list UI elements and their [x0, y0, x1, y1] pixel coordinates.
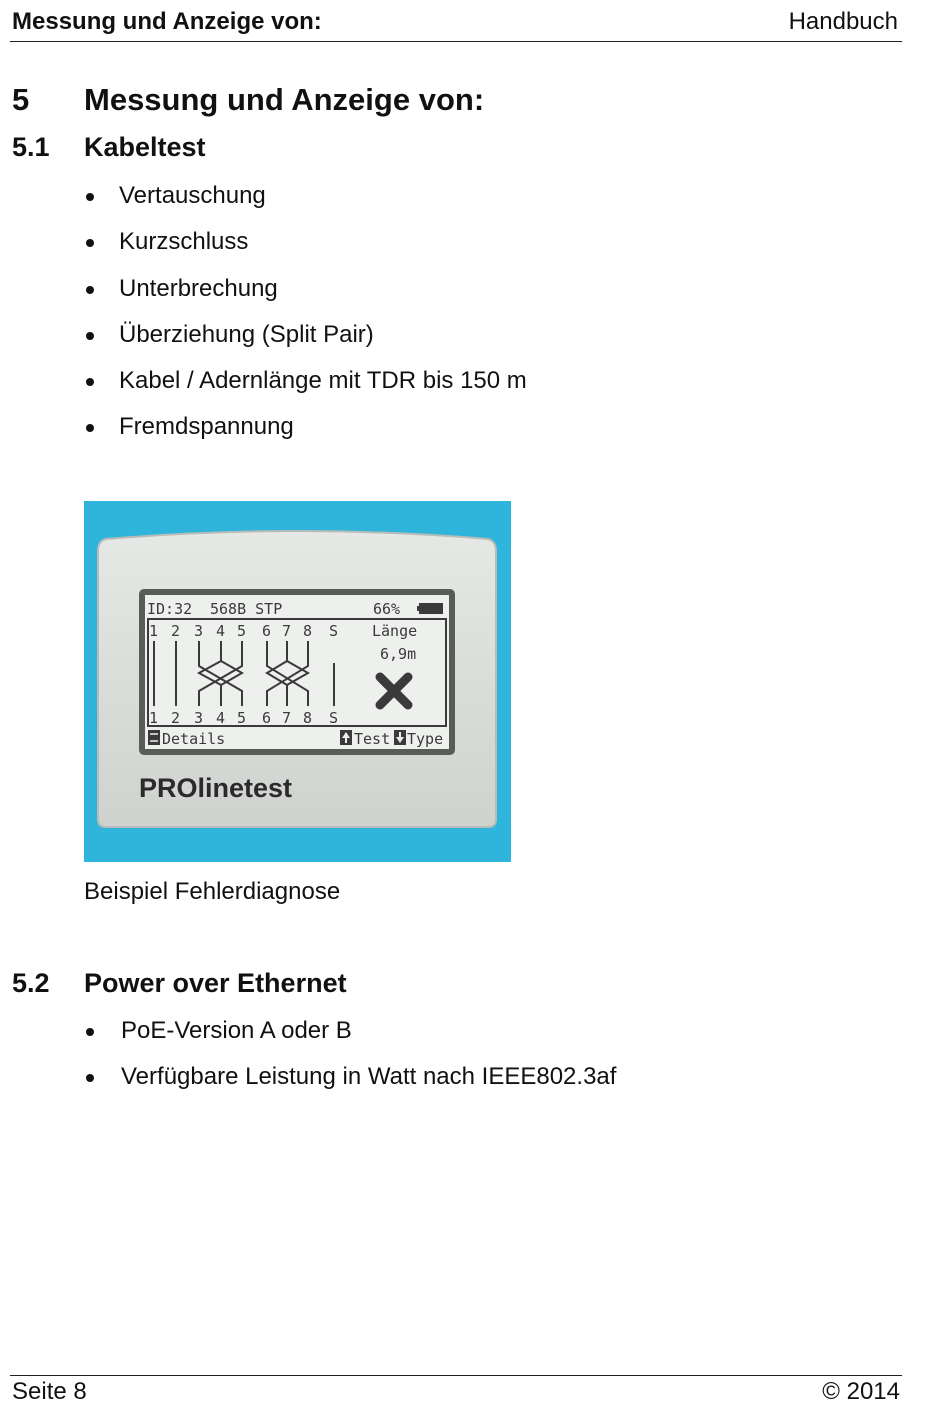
page-number: Seite 8: [12, 1378, 87, 1405]
bullet-icon: [86, 332, 94, 340]
bullet-icon: [86, 193, 94, 201]
running-header-title: Messung und Anzeige von:: [12, 8, 322, 35]
bullet-icon: [86, 1074, 94, 1082]
pin-label-bottom: 2: [171, 709, 181, 727]
pin-label-top: 8: [303, 622, 313, 640]
pin-label-bottom: 7: [282, 709, 292, 727]
section-5-1-title: Kabeltest: [84, 132, 206, 162]
pin-label-top: 4: [216, 622, 226, 640]
section-5-2-title: Power over Ethernet: [84, 968, 347, 998]
pin-label-top: S: [329, 622, 339, 640]
pin-label-bottom: 8: [303, 709, 313, 727]
pin-row-bottom: [149, 709, 338, 727]
up-arrow-icon: [340, 730, 352, 745]
pin-label-top: 7: [282, 622, 292, 640]
softkey-test: Test: [354, 730, 391, 748]
bullet-icon: [86, 378, 94, 386]
pin-row-top: [149, 622, 338, 640]
figure-caption: Beispiel Fehlerdiagnose: [84, 878, 341, 905]
details-softkey-icon: [148, 730, 160, 745]
pin-label-top: 5: [237, 622, 247, 640]
lcd-battery: 66%: [373, 600, 401, 618]
battery-icon: [417, 603, 443, 614]
pin-label-top: 1: [149, 622, 159, 640]
bullet-icon: [86, 424, 94, 432]
section-5-number: 5: [12, 82, 30, 117]
pin-label-bottom: 3: [194, 709, 204, 727]
section-5-title: Messung und Anzeige von:: [84, 82, 485, 117]
lcd-id: ID:32: [147, 600, 193, 618]
running-header-doc: Handbuch: [788, 8, 898, 35]
pin-label-bottom: 4: [216, 709, 226, 727]
pin-label-bottom: S: [329, 709, 339, 727]
pin-label-top: 3: [194, 622, 204, 640]
softkey-type: Type: [407, 730, 444, 748]
pin-label-bottom: 6: [262, 709, 272, 727]
bullet-icon: [86, 1028, 94, 1036]
pin-label-top: 6: [262, 622, 272, 640]
pin-label-bottom: 1: [149, 709, 159, 727]
section-5-2-number: 5.2: [12, 968, 50, 998]
softkey-details: Details: [162, 730, 226, 748]
down-arrow-icon: [394, 730, 406, 745]
pin-label-bottom: 5: [237, 709, 247, 727]
header-rule: [10, 41, 902, 42]
device-photo: [84, 501, 511, 862]
lcd-length-label: Länge: [372, 622, 418, 640]
device-brand-logo: PROlinetest: [139, 773, 293, 803]
pin-label-top: 2: [171, 622, 181, 640]
footer-rule: [10, 1375, 902, 1376]
lcd-standard: 568B STP: [210, 600, 283, 618]
bullet-icon: [86, 286, 94, 294]
copyright: © 2014: [822, 1378, 900, 1405]
section-5-1-number: 5.1: [12, 132, 50, 162]
lcd-length-value: 6,9m: [380, 645, 417, 663]
bullet-icon: [86, 239, 94, 247]
